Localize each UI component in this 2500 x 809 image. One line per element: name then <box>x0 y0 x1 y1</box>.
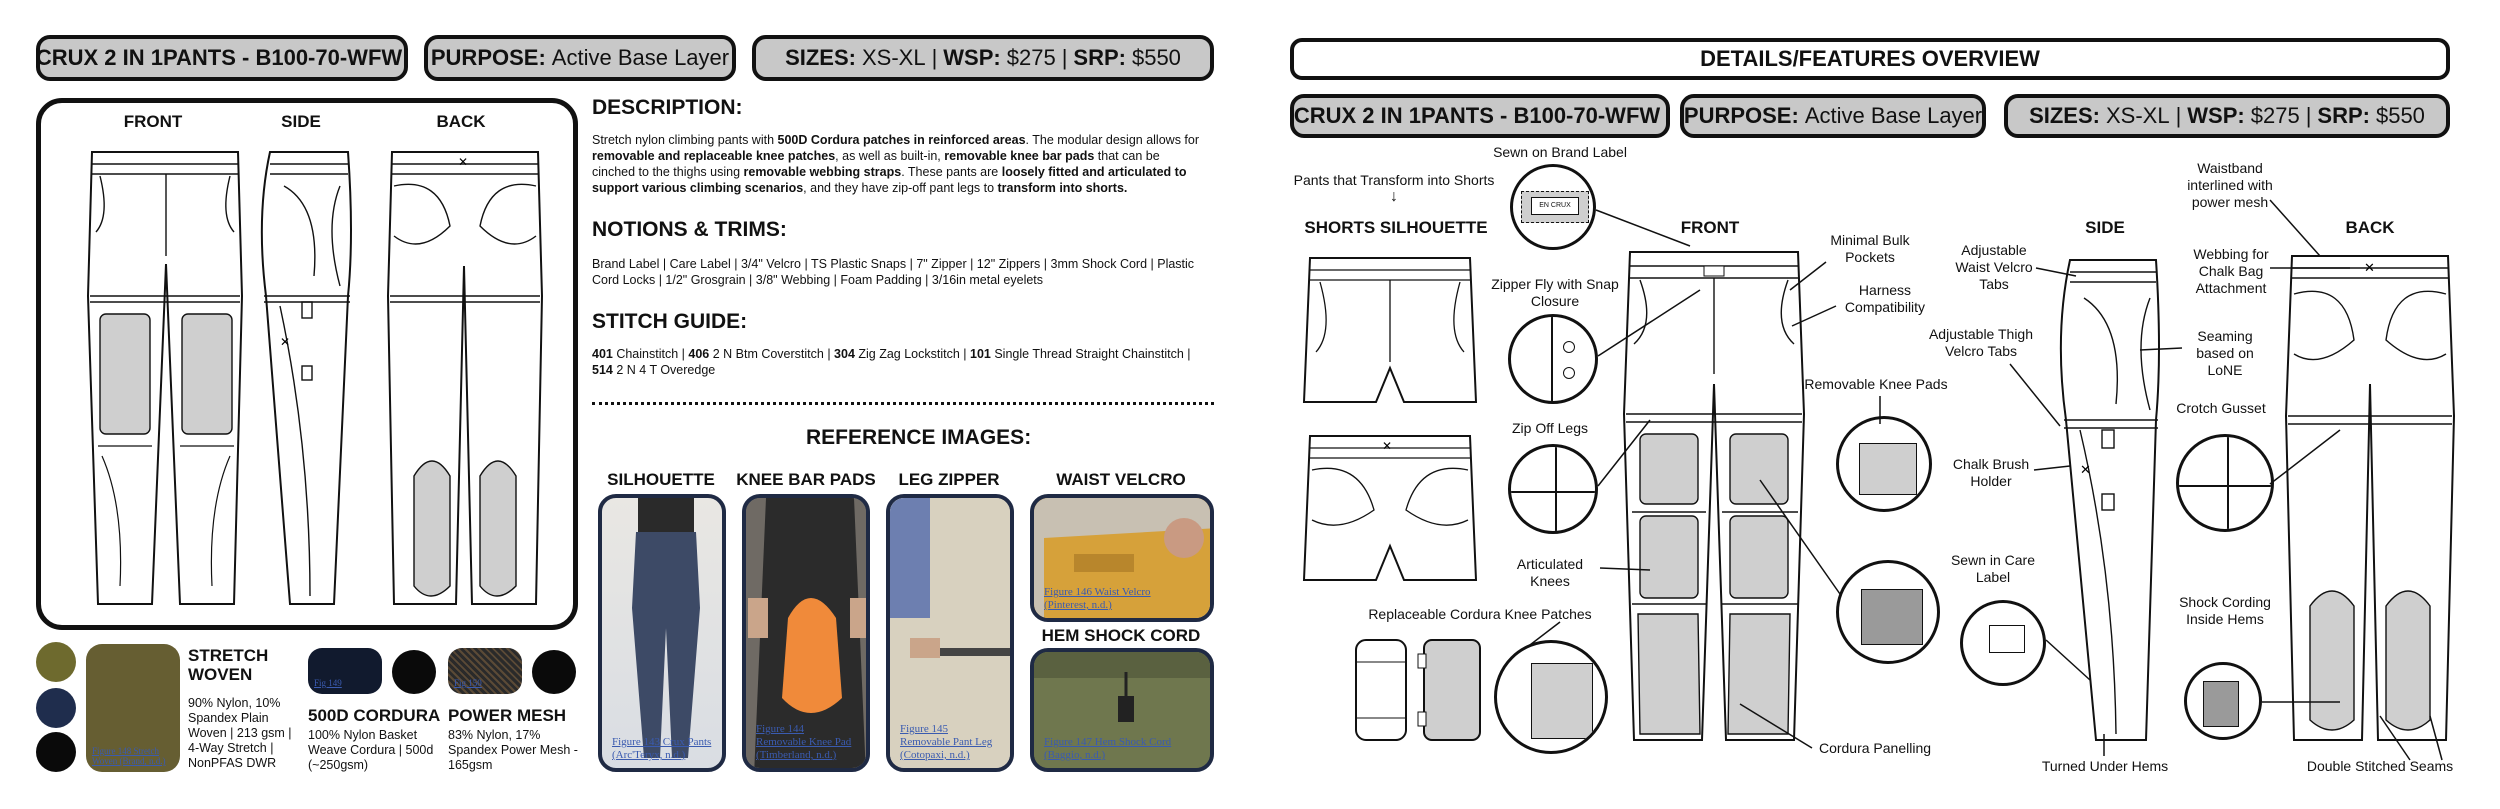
ref-title-leg-zipper: LEG ZIPPER <box>898 470 1000 489</box>
ref-title-knee-bar-pads: KNEE BAR PADS <box>736 470 876 489</box>
separator: | <box>2305 103 2312 128</box>
callout-articulated: Articulated Knees <box>1516 556 1584 589</box>
callout-transform: Pants that Transform into Shorts <box>1293 172 1495 188</box>
callout-zipper-fly: Zipper Fly with Snap Closure <box>1491 276 1619 309</box>
description-title: DESCRIPTION: <box>592 96 743 119</box>
fabric-title-power-mesh: POWER MESH <box>448 706 567 725</box>
stitch-title: STITCH GUIDE: <box>592 310 748 333</box>
desc-part: . These pants are <box>901 165 1002 179</box>
ref-caption[interactable]: Figure 145 Removable Pant Leg (Cotopaxi, n.d.) <box>900 723 993 761</box>
callout-turned-hems: Turned Under Hems <box>2041 758 2169 774</box>
swatch-caption[interactable]: Figure 148 Stretch Woven (Brand, n.d.) <box>92 746 166 766</box>
callout-webbing: Webbing for Chalk Bag Attachment <box>2193 246 2269 296</box>
callout-cordura-panel: Cordura Panelling <box>1818 740 1932 756</box>
front-view-label-right: FRONT <box>1680 218 1740 237</box>
desc-part: that can be cinched to the thighs using <box>592 149 1160 179</box>
desc-part: , as well as built-in, <box>835 149 945 163</box>
ref-caption[interactable]: Figure 144 Removable Knee Pad (Timberland, n.d.) <box>756 723 852 761</box>
details-banner-text: DETAILS/FEATURES OVERVIEW <box>1700 46 2040 71</box>
purpose-label: PURPOSE: <box>430 45 546 70</box>
callout-waist-velcro: Adjustable Waist Velcro Tabs <box>1955 242 2033 292</box>
ref-caption[interactable]: Figure 147 Hem Shock Cord (Baggio, n.d.) <box>1044 736 1172 761</box>
desc-bold: removable knee bar pads <box>944 149 1095 163</box>
callout-replaceable: Replaceable Cordura Knee Patches <box>1368 606 1592 622</box>
sizes-value: XS-XL <box>2105 103 2170 128</box>
callout-knee-pads: Removable Knee Pads <box>1804 376 1948 392</box>
callout-chalk-brush: Chalk Brush Holder <box>1952 456 2030 489</box>
brand-tag: EN CRUX <box>1531 197 1579 215</box>
srp-value: $550 <box>1131 45 1181 70</box>
sizes-label: SIZES: <box>2029 103 2100 128</box>
sizes-value: XS-XL <box>861 45 926 70</box>
callout-zip-off: Zip Off Legs <box>1511 420 1588 436</box>
callout-double-stitch: Double Stitched Seams <box>2306 758 2454 774</box>
ref-caption[interactable]: Figure 143 Crux Pants (Arc'Teryx, n.d.) <box>612 736 712 761</box>
wsp-label: WSP: <box>943 45 1001 70</box>
ref-caption[interactable]: Figure 146 Waist Velcro (Pinterest, n.d.) <box>1044 586 1151 611</box>
callout-brand-label: Sewn on Brand Label <box>1493 144 1627 160</box>
stitch-code: 514 <box>592 363 613 377</box>
wsp-label: WSP: <box>2187 103 2245 128</box>
side-view-label: SIDE <box>281 112 321 131</box>
desc-bold: removable webbing straps <box>743 165 902 179</box>
separator: | <box>931 45 938 70</box>
wsp-value: $275 <box>2250 103 2300 128</box>
stitch-desc: Zig Zag Lockstitch | <box>854 347 971 361</box>
stitch-code: 401 <box>592 347 613 361</box>
fabric-title-cordura: 500D CORDURA <box>308 706 441 725</box>
desc-part: . The modular design allows for <box>1025 133 1199 147</box>
fabric-desc-stretch-woven: 90% Nylon, 10% Spandex Plain Woven | 213 gsm | 4-Way Stretch | NonPFAS DWR <box>188 696 292 770</box>
ref-title-silhouette: SILHOUETTE <box>607 470 715 489</box>
sizes-label: SIZES: <box>785 45 856 70</box>
srp-value: $550 <box>2375 103 2425 128</box>
back-view-label: BACK <box>436 112 486 131</box>
stitch-desc: Chainstitch | <box>612 347 689 361</box>
purpose-value: Active Base Layer <box>1804 103 1983 128</box>
desc-bold: transform into shorts. <box>997 181 1128 195</box>
stitch-code: 406 <box>688 347 710 361</box>
desc-bold: removable and replaceable knee patches <box>592 149 836 163</box>
desc-part: , and they have zip-off pant legs to <box>803 181 998 195</box>
shorts-silhouette-label: SHORTS SILHOUETTE <box>1304 218 1488 237</box>
desc-bold: 500D Cordura patches in reinforced areas <box>777 133 1026 147</box>
swatch-caption[interactable]: Fig 150 <box>454 678 482 688</box>
purpose-value: Active Base Layer <box>551 45 730 70</box>
side-view-label-right: SIDE <box>2085 218 2125 237</box>
svg-text:✕: ✕ <box>458 155 469 169</box>
stitch-desc: 2 N 4 T Overedge <box>612 363 716 377</box>
ref-title-waist-velcro: WAIST VELCRO <box>1056 470 1186 489</box>
swatch-caption[interactable]: Fig 149 <box>314 678 342 688</box>
callout-shock-cord: Shock Cording Inside Hems <box>2179 594 2271 627</box>
stitch-desc: Single Thread Straight Chainstitch | <box>990 347 1191 361</box>
svg-text:✕: ✕ <box>1382 439 1393 453</box>
fabric-desc-power-mesh: 83% Nylon, 17% Spandex Power Mesh - 165gsm <box>448 728 578 772</box>
stitch-code: 101 <box>970 347 991 361</box>
callout-care-label: Sewn in Care Label <box>1950 552 2036 585</box>
front-view-label: FRONT <box>123 112 183 131</box>
notions-text: Brand Label | Care Label | 3/4" Velcro | TS Plastic Snaps | 7" Zipper | 12" Zippers | 3mm Shock Cord | Plastic Cord Locks | 1/2" Grosgrain | 3/8" Webbing | Foam Padding | 3/16in metal eyelets <box>592 257 1195 287</box>
desc-bold: loosely fitted and articulated to support various climbing scenarios <box>592 165 1187 195</box>
ref-title-hem-shock-cord: HEM SHOCK CORD <box>1041 626 1201 645</box>
svg-text:✕: ✕ <box>2364 261 2375 276</box>
callout-seaming: Seaming based on LoNE <box>2196 328 2254 378</box>
notions-title: NOTIONS & TRIMS: <box>592 218 787 241</box>
srp-label: SRP: <box>2317 103 2370 128</box>
purpose-label: PURPOSE: <box>1683 103 1799 128</box>
stitch-code: 304 <box>834 347 855 361</box>
transform-arrow: ↓ <box>1390 188 1398 205</box>
srp-label: SRP: <box>1073 45 1126 70</box>
callout-minimal-bulk: Minimal Bulk Pockets <box>1830 232 1910 265</box>
fabric-title-stretch-woven: STRETCH WOVEN <box>188 646 269 684</box>
separator: | <box>2175 103 2182 128</box>
style-name: CRUX 2 IN 1PANTS - B100-70-WFW <box>35 45 403 70</box>
svg-text:✕: ✕ <box>2080 463 2091 478</box>
desc-part: Stretch nylon climbing pants with <box>592 133 778 147</box>
callout-gusset: Crotch Gusset <box>2176 400 2266 416</box>
callout-harness: Harness Compatibility <box>1844 282 1926 315</box>
svg-text:✕: ✕ <box>280 335 291 349</box>
separator: | <box>1061 45 1068 70</box>
callout-thigh-velcro: Adjustable Thigh Velcro Tabs <box>1928 326 2034 359</box>
style-name: CRUX 2 IN 1PANTS - B100-70-WFW <box>1293 103 1661 128</box>
wsp-value: $275 <box>1006 45 1056 70</box>
callout-waistband: Waistband interlined with power mesh <box>2187 160 2273 210</box>
reference-images-title: REFERENCE IMAGES: <box>806 426 1032 449</box>
stitch-desc: 2 N Btm Coverstitch | <box>709 347 835 361</box>
fabric-desc-cordura: 100% Nylon Basket Weave Cordura | 500d (~250gsm) <box>308 728 434 772</box>
back-view-label-right: BACK <box>2345 218 2395 237</box>
